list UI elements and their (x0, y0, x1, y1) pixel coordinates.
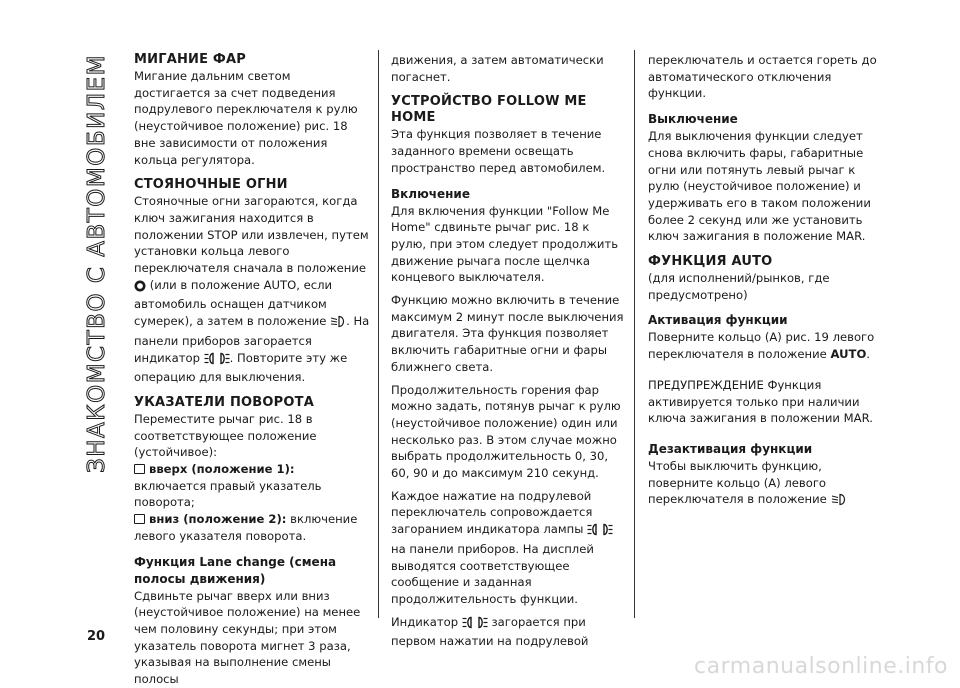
list-item: вверх (положение 1): включается правый указатель поворота; (134, 462, 322, 510)
list-item: вниз (положение 2): включение левого указателя поворота. (134, 512, 358, 543)
heading-lane-change: Функция Lane change (смена полосы движения) (134, 554, 337, 586)
column-1 (134, 52, 370, 688)
parking-lights-icon (462, 616, 488, 634)
page-number: 20 (87, 629, 106, 644)
paragraph: Мигание дальним светом достигается за счет подведения подрулевого переключателя к рулю (неустойчивое положение) рис. 18 вне зависимости от положения кольца регулятора. (134, 69, 358, 167)
parking-lights-icon (204, 352, 230, 370)
paragraph: Сдвиньте рычаг вверх или вниз (неустойчивое положение) на менее чем половину секунды; при этом указатель поворота мигнет 3 раза, указывая на выполнение смены полосы (134, 588, 361, 687)
checkbox-icon (134, 514, 145, 524)
heading-headlight-flash: МИГАНИЕ ФАР (134, 52, 247, 67)
paragraph: Для выключения функции следует снова включить фары, габаритные огни или потянуть левый рычаг к рулю (неустойчивое положение) и удерживать его в таком положении более 2 секунд или же установить ключ зажигания в положение MAR. (648, 129, 871, 244)
paragraph: Эта функция позволяет в течение заданного времени освещать пространство перед автомобилем. (391, 127, 606, 175)
ring-off-icon (134, 280, 146, 297)
paragraph: Каждое нажатие на подрулевой переключатель сопровождается загоранием индикатора лампы на панели приборов. На дисплей выводятся соответствующее сообщение и заданная продолжительность функции. (391, 488, 627, 608)
low-beam-icon (330, 315, 346, 333)
column-divider (378, 50, 379, 618)
paragraph: Индикатор загорается при первом нажатии на подрулевой (391, 614, 589, 649)
side-title-text: ЗНАКОМСТВО С АВТОМОБИЛЕМ (84, 54, 110, 473)
heading-function-deactivation: Дезактивация функции (648, 441, 813, 456)
heading-turn-signals: УКАЗАТЕЛИ ПОВОРОТА (134, 394, 314, 410)
paragraph: движения, а затем автоматически погаснет. (391, 53, 604, 84)
column-2 (391, 52, 627, 650)
heading-activation: Включение (391, 186, 470, 201)
heading-deactivation: Выключение (648, 112, 738, 127)
paragraph: Переместите рычаг рис. 18 в соответствующее положение (устойчивое): (134, 411, 317, 460)
checkbox-icon (134, 464, 145, 474)
heading-function-activation: Активация функции (648, 313, 788, 328)
heading-follow-me-home: УСТРОЙСТВО FOLLOW ME HOME (391, 94, 587, 126)
paragraph: Чтобы выключить функцию, поверните кольцо (A) левого переключателя в положение (648, 458, 884, 511)
column-divider (634, 50, 635, 618)
paragraph: Функцию можно включить в течение максимум 2 минут после выключения двигателя. Эта функция позволяет включить габаритные огни и фары ближнего света. (391, 293, 624, 374)
heading-auto-function: ФУНКЦИЯ AUTO (648, 254, 773, 270)
paragraph: Стояночные огни загораются, когда ключ зажигания находится в положении STOP или извлечен, путем установки кольца левого переключателя сначала в положение (или в положение AUTO, если автомобиль оснащен датчиком сумерек), а затем в положение . На панели приборов загорается индикатор . Повторите эту же операцию для выключения. (134, 194, 370, 385)
warning-paragraph: ПРЕДУПРЕЖДЕНИЕ Функция активируется только при наличии ключа зажигания в положении MAR. (648, 377, 873, 426)
section-side-title (77, 54, 117, 604)
paragraph: (для исполнений/рынков, где предусмотрено) (648, 271, 830, 302)
watermark: carmanualsonline.info (694, 654, 948, 679)
paragraph: переключатель и остается гореть до автоматического отключения функции. (648, 53, 877, 101)
low-beam-icon (831, 493, 847, 511)
paragraph: Для включения функции "Follow Me Home" сдвиньте рычаг рис. 18 к рулю, при этом следует продолжить движение рычага после щелчка концевого выключателя. (391, 203, 619, 285)
column-3 (648, 52, 884, 511)
heading-parking-lights: СТОЯНОЧНЫЕ ОГНИ (134, 177, 288, 193)
parking-lights-icon (587, 523, 613, 541)
paragraph: Продолжительность горения фар можно задать, потянув рычаг к рулю (неустойчивое положение) один или несколько раз. В этом случае можно выбрать продолжительность 0, 30, 60, 90 и до максимум 210 секунд. (391, 382, 621, 481)
paragraph: Поверните кольцо (A) рис. 19 левого переключателя в положение AUTO. (648, 330, 875, 362)
